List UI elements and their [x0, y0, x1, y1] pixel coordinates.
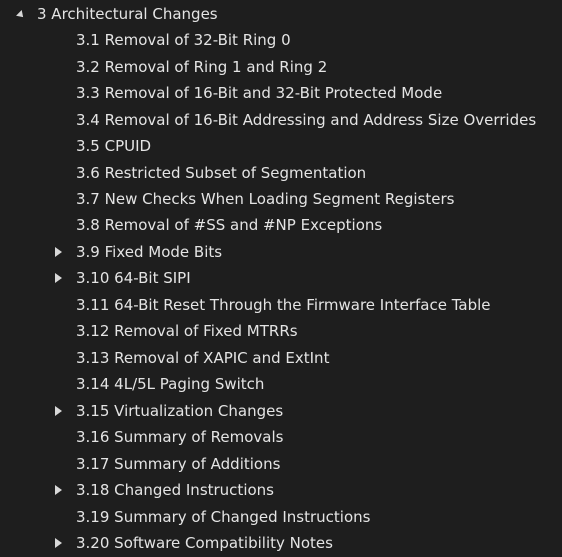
collapsed-chevron-icon[interactable]: [52, 537, 64, 549]
collapsed-chevron-icon[interactable]: [52, 272, 64, 284]
tree-item-label: 3.15 Virtualization Changes: [76, 402, 284, 420]
tree-item[interactable]: [0, 530, 562, 556]
tree-item-label: 3.14 4L/5L Paging Switch: [76, 375, 265, 393]
tree-item[interactable]: [0, 345, 562, 371]
expanded-chevron-icon[interactable]: [15, 9, 27, 21]
tree-item-label: 3.5 CPUID: [76, 137, 152, 155]
tree-item[interactable]: [0, 504, 562, 530]
tree-item-label: 3.19 Summary of Changed Instructions: [76, 508, 371, 526]
tree-item[interactable]: [0, 80, 562, 106]
tree-item-label: 3.12 Removal of Fixed MTRRs: [76, 322, 298, 340]
tree-item-label: 3.11 64-Bit Reset Through the Firmware Interface Table: [76, 296, 491, 314]
tree-item-label: 3.4 Removal of 16-Bit Addressing and Address Size Overrides: [76, 111, 537, 129]
tree-item[interactable]: [0, 398, 562, 424]
tree-item[interactable]: [0, 292, 562, 318]
tree-item[interactable]: [0, 160, 562, 186]
tree-item[interactable]: [0, 424, 562, 450]
tree-item[interactable]: [0, 133, 562, 159]
tree-item-label: 3.17 Summary of Additions: [76, 455, 281, 473]
tree-item[interactable]: [0, 212, 562, 238]
tree-item-label: 3.9 Fixed Mode Bits: [76, 243, 223, 261]
collapsed-chevron-icon[interactable]: [52, 405, 64, 417]
tree-item-label: 3.13 Removal of XAPIC and ExtInt: [76, 349, 330, 367]
tree-item[interactable]: [0, 477, 562, 503]
tree-item-label: 3.8 Removal of #SS and #NP Exceptions: [76, 216, 383, 234]
tree-item-label: 3.2 Removal of Ring 1 and Ring 2: [76, 58, 328, 76]
section-label: 3 Architectural Changes: [37, 5, 218, 23]
tree-item[interactable]: [0, 371, 562, 397]
tree-item[interactable]: [0, 265, 562, 291]
tree-item-section-3[interactable]: [0, 1, 562, 27]
tree-item[interactable]: [0, 54, 562, 80]
tree-item[interactable]: [0, 186, 562, 212]
tree-item[interactable]: [0, 318, 562, 344]
collapsed-chevron-icon[interactable]: [52, 484, 64, 496]
tree-item[interactable]: [0, 239, 562, 265]
tree-item-label: 3.10 64-Bit SIPI: [76, 269, 191, 287]
tree-item[interactable]: [0, 27, 562, 53]
tree-item-label: 3.20 Software Compatibility Notes: [76, 534, 333, 552]
tree-item[interactable]: [0, 451, 562, 477]
tree-item[interactable]: [0, 107, 562, 133]
collapsed-chevron-icon[interactable]: [52, 246, 64, 258]
tree-item-label: 3.1 Removal of 32-Bit Ring 0: [76, 31, 291, 49]
tree-item-label: 3.18 Changed Instructions: [76, 481, 274, 499]
tree-item-label: 3.6 Restricted Subset of Segmentation: [76, 164, 367, 182]
tree-item-label: 3.3 Removal of 16-Bit and 32-Bit Protected Mode: [76, 84, 443, 102]
tree-item-label: 3.16 Summary of Removals: [76, 428, 284, 446]
tree-item-label: 3.7 New Checks When Loading Segment Registers: [76, 190, 455, 208]
